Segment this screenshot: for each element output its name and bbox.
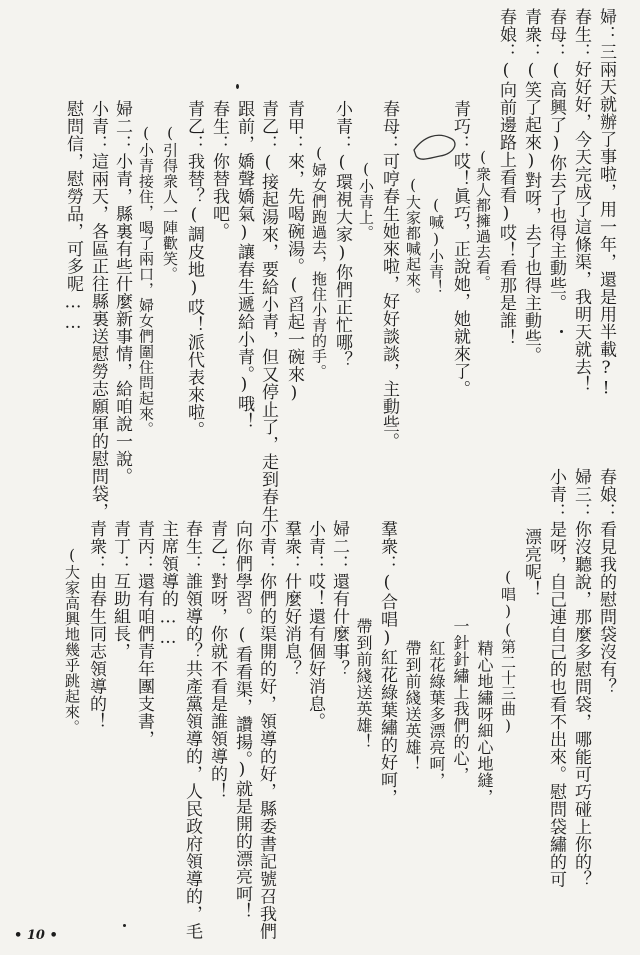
text-column: 羣衆：(合唱)紅花綠葉繡的好呵， [377, 520, 397, 806]
stage-direction: (婦女們跑過去，拖住小青的手。 [310, 144, 328, 380]
print-speck [560, 330, 563, 333]
text-column: 小青：哎！還有個好消息。 [305, 520, 325, 730]
stage-direction: (大家都喊起來。 [404, 176, 422, 303]
text-column: 慰問信，慰勞品，可多呢…… [63, 100, 83, 334]
text-column: 跟前，嬌聲嬌氣)讓春生遞給小青。)哦！ [234, 100, 254, 430]
text-column: 婦二：小青，縣裏有些什麼新事情，給咱說一說。 [112, 100, 132, 485]
stage-direction: (小青接住，喝了兩口，婦女們圍住問起來。 [137, 124, 155, 437]
stage-direction: (大家高興地幾乎跳起來。 [63, 546, 81, 735]
text-column: 青衆：由春生同志領導的！ [86, 520, 106, 730]
text-column: 春生：誰領導的？共產黨領導的，人民政府領導的，毛 [182, 520, 202, 940]
page-number: • 10 • [14, 928, 58, 943]
lyric-line: 一針針繡上我們的心， [451, 618, 470, 783]
stage-direction: (衆人都擁過去看。 [474, 148, 492, 291]
text-column: 漂亮呢！ [521, 528, 541, 598]
text-column: 青丙：還有咱們青年團支書， [134, 520, 154, 748]
stage-direction: (喊)小青！ [427, 196, 445, 295]
text-column: 春娘：看見我的慰問袋沒有？ [596, 468, 616, 696]
text-column: 青衆：(笑了起來)對呀，去了也得主動些。 [521, 8, 541, 364]
text-column: 春母：可哼春生她來啦，好好談談，主動些。 [379, 100, 399, 450]
stage-direction: (小青上。 [357, 160, 375, 241]
stage-direction: (引得衆人一陣歡笑。 [161, 124, 179, 282]
lyric-line: 紅花綠葉多漂亮呵， [427, 640, 446, 789]
text-column: 婦二：還有什麼事？ [329, 520, 349, 678]
text-column: 青乙：(接起湯來，要給小青，但又停止了，走到春生 [258, 100, 278, 523]
text-column: 主席領導的…… [158, 520, 178, 649]
text-column: 春生：你替我吧。 [209, 100, 229, 240]
text-column: 春生：好好好，今天完成了這條渠，我明天就去！ [571, 8, 591, 393]
text-column: 小青：這兩天，各區正往縣裏送慰勞志願軍的慰問袋， [88, 100, 108, 520]
lyric-line: 帶到前綫送英雄！ [354, 618, 373, 750]
text-column: 春母：(高興了)你去了也得主動些。 [546, 8, 566, 312]
text-column: 羣衆：什麼好消息？ [281, 520, 301, 678]
text-column: 青乙：對呀，你就不看是誰領導的！ [207, 520, 227, 800]
print-speck [236, 84, 239, 89]
text-column: 青巧：哎！眞巧，正說她，她就來了。 [450, 100, 470, 398]
text-column: 向你們學習。(看看渠，讚揚。)就是開的漂亮呵！ [232, 520, 252, 920]
text-column: 小青：你們的渠開的好，領導的好，縣委書記號召我們 [256, 520, 276, 940]
song-heading: (唱)(第二十三曲) [499, 568, 517, 735]
text-column: 婦：三兩天就辦了事啦，用一年，還是用半載?! [596, 8, 616, 399]
text-column: 小青：(環視大家)你們正忙哪？ [332, 100, 352, 369]
text-column: 青甲：來，先喝碗湯。(舀起一碗來) [284, 100, 304, 404]
text-column: 青乙：我替？(調皮地)哎！派代表來啦。 [184, 100, 204, 439]
pen-scribble [410, 128, 470, 168]
text-column: 小青：是呀，自己連自己的也看不出來。慰問袋繡的可 [546, 468, 566, 888]
text-column: 春娘：(向前邊路上看看)哎！看那是誰！ [496, 8, 516, 347]
text-column: 婦三：你沒聽說，那麼多慰問袋，哪能可巧碰上你的？ [571, 468, 591, 888]
text-column: 青丁：互助組長， [110, 520, 130, 660]
lyric-line: 精心地繡呀細心地縫， [475, 640, 494, 805]
lyric-line: 帶到前綫送英雄！ [403, 640, 422, 772]
print-speck [123, 924, 126, 927]
